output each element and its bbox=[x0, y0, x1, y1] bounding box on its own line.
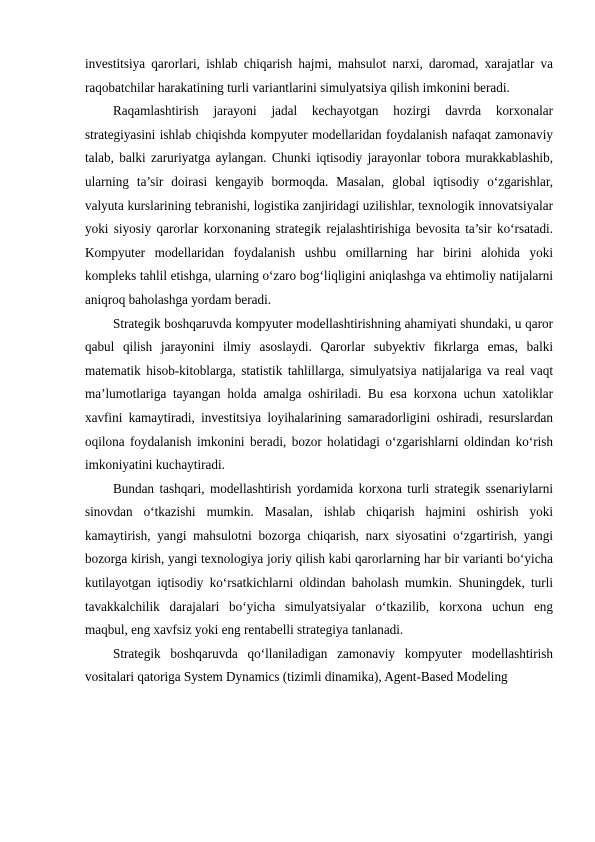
paragraph-4: Bundan tashqari, modellashtirish yordamida korxona turli strategik ssenariylarni sinovdan o‘tkazishi mumkin. Masalan, ishlab chiqarish hajmini oshirish yoki kamaytirish, yangi mahsulotni bozorga chiqarish, narx siyosatini o‘zgartirish, yangi bozorga kirish, yangi texnologiya joriy qilish kabi qarorlarning har bir varianti bo‘yicha kutilayotgan iqtisodiy ko‘rsatkichlarni oldindan baholash mumkin. Shuningdek, turli tavakkalchilik darajalari bo‘yicha simulyatsiyalar o‘tkazilib, korxona uchun eng maqbul, eng xavfsiz yoki eng rentabelli strategiya tanlanadi. bbox=[85, 480, 553, 638]
paragraph-5: Strategik boshqaruvda qo‘llaniladigan zamonaviy kompyuter modellashtirish vositalari qatoriga System Dynamics (tizimli dinamika), Agent-Based Modeling bbox=[85, 645, 553, 685]
paragraph-3: Strategik boshqaruvda kompyuter modellashtirishning ahamiyati shundaki, u qaror qabul qilish jarayonini ilmiy asoslaydi. Qarorlar subyektiv fikrlarga emas, balki matematik hisob-kitoblarga, statistik tahlillarga, simulyatsiya natijalariga va real vaqt ma’lumotlariga tayangan holda amalga oshiriladi. Bu esa korxona uchun xatoliklar xavfini kamaytiradi, investitsiya loyihalarining samaradorligini oshiradi, resurslardan oqilona foydalanish imkonini beradi, bozor holatidagi o‘zgarishlarni oldindan ko‘rish imkoniyatini kuchaytiradi. bbox=[85, 315, 553, 473]
paragraph-2: Raqamlashtirish jarayoni jadal kechayotgan hozirgi davrda korxonalar strategiyasini ishlab chiqishda kompyuter modellaridan foydalanish nafaqat zamonaviy talab, balki zaruriyatga aylangan. Chunki iqtisodiy jarayonlar tobora murakkablashib, ularning ta’sir doirasi kengayib bormoqda. Masalan, global iqtisodiy o‘zgarishlar, valyuta kurslarining tebranishi, logistika zanjiridagi uzilishlar, texnologik innovatsiyalar yoki siyosiy qarorlar korxonaning strategik rejalashtirishiga bevosita ta’sir ko‘rsatadi. Kompyuter modellaridan foydalanish ushbu omillarning har birini alohida yoki kompleks tahlil etishga, ularning o‘zaro bog‘liqligini aniqlashga va ehtimoliy natijalarni aniqroq baholashga yordam beradi. bbox=[85, 103, 553, 307]
body-text bbox=[85, 52, 553, 689]
paragraph-1: investitsiya qarorlari, ishlab chiqarish hajmi, mahsulot narxi, daromad, xarajatlar va raqobatchilar harakatining turli variantlarini simulyatsiya qilish imkonini beradi. bbox=[85, 56, 553, 95]
